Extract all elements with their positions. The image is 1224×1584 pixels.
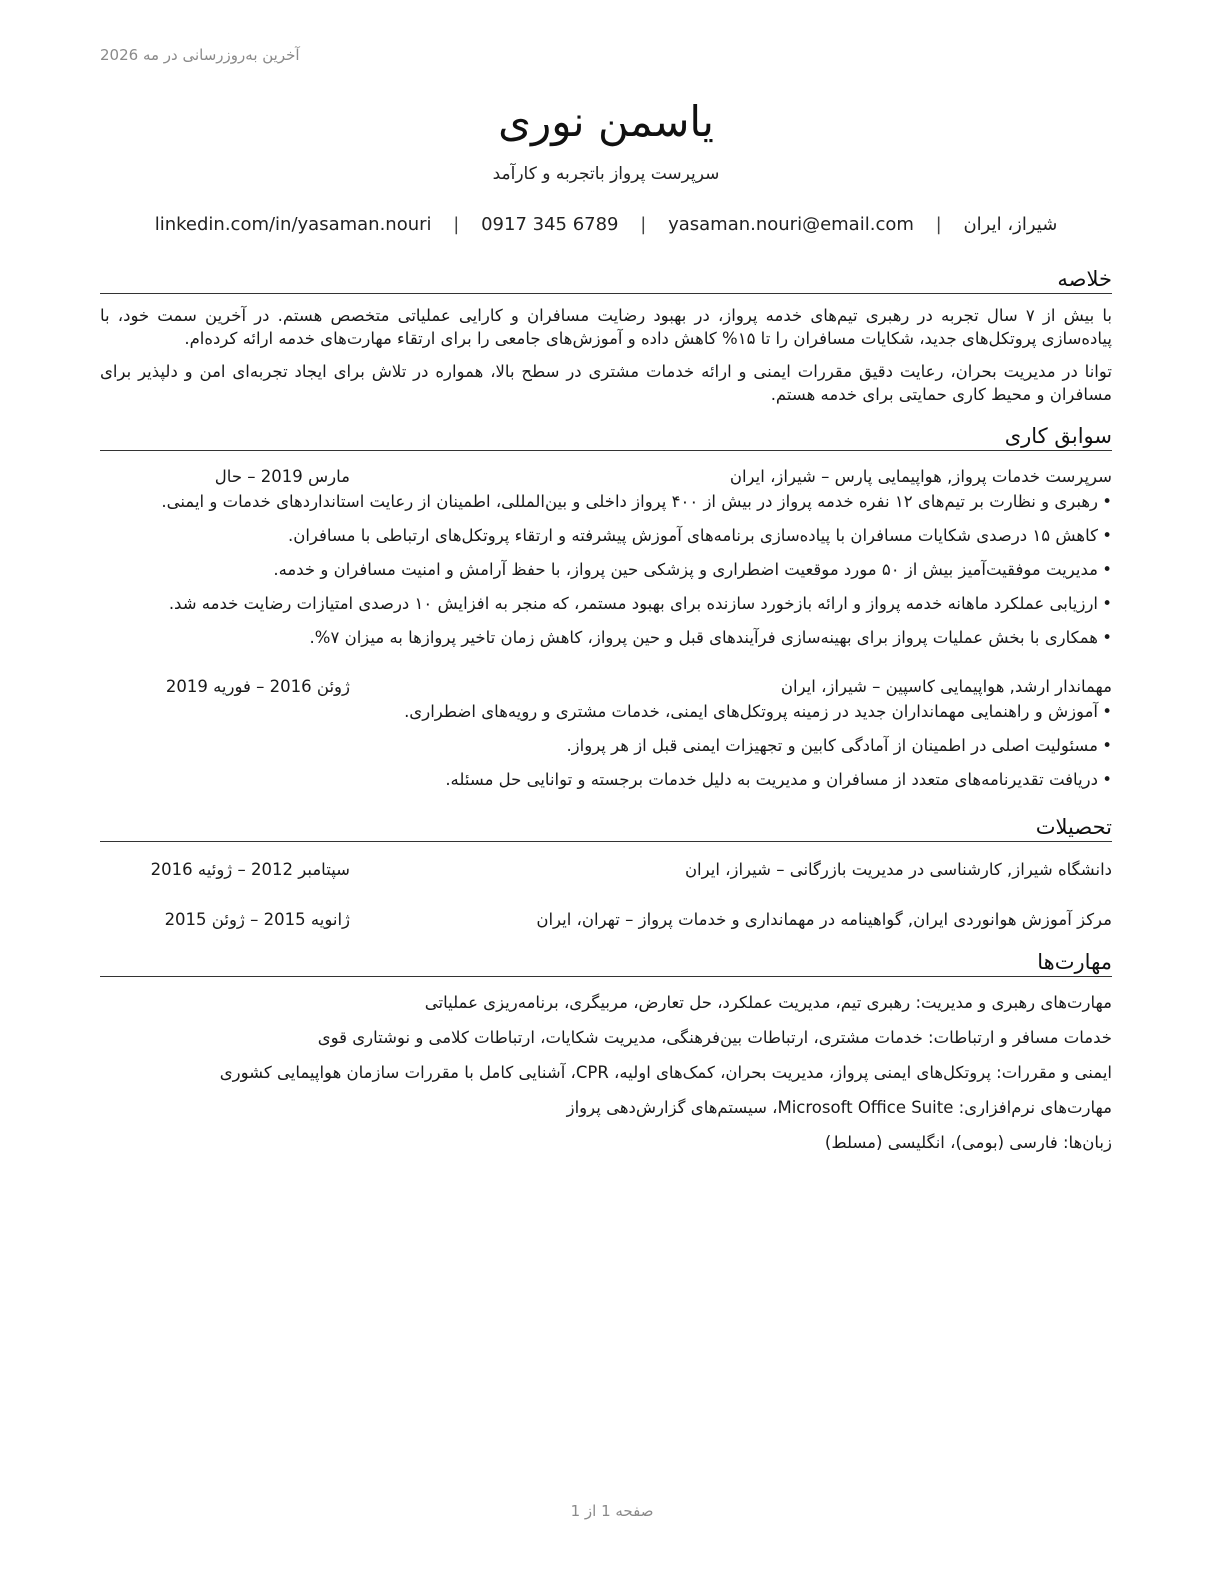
job-role-org: سرپرست خدمات پرواز, هواپیمایی پارس – شیراز، ایران	[729, 467, 1112, 486]
resume-body	[100, 92, 1112, 1166]
skill-line: زبان‌ها: فارسی (بومی)، انگلیسی (مسلط)	[824, 1133, 1112, 1152]
skills-heading: مهارت‌ها	[100, 948, 1112, 977]
job-header	[100, 465, 1112, 489]
job-dates: ژوئن 2016 – فوریه 2019	[165, 677, 350, 696]
job-bullets	[100, 700, 1112, 791]
job-bullet: • مسئولیت اصلی در اطمینان از آمادگی کابین و تجهیزات ایمنی قبل از هر پرواز.	[100, 734, 1112, 757]
education-entry	[100, 908, 1112, 932]
education-heading: تحصیلات	[100, 813, 1112, 842]
contact-email[interactable]: yasaman.nouri@email.com	[668, 214, 914, 235]
job-dates: مارس 2019 – حال	[214, 467, 350, 486]
summary-paragraph: توانا در مدیریت بحران، رعایت دقیق مقررات ایمنی و ارائه خدمات مشتری در سطح بالا، همواره در تلاش برای ایجاد تجربه‌ای امن و دلپذیر برای مسافران و محیط کاری حمایتی برای خدمه هستم.	[100, 362, 1112, 404]
contact-separator: |	[935, 214, 942, 235]
last-updated-note: آخرین به‌روزرسانی در مه 2026	[100, 46, 300, 64]
job-bullet: • دریافت تقدیرنامه‌های متعدد از مسافران و مدیریت به دلیل خدمات برجسته و توانایی حل مسئله.	[100, 768, 1112, 791]
contact-separator: |	[640, 214, 647, 235]
job-header	[100, 675, 1112, 699]
skill-line: خدمات مسافر و ارتباطات: خدمات مشتری، ارتباطات بین‌فرهنگی، مدیریت شکایات، ارتباطات کلامی و نوشتاری قوی	[317, 1028, 1112, 1047]
summary-heading: خلاصه	[100, 265, 1112, 294]
skill-line: مهارت‌های نرم‌افزاری: Microsoft Office Suite، سیستم‌های گزارش‌دهی پرواز	[566, 1098, 1112, 1117]
experience-heading: سوابق کاری	[100, 422, 1112, 451]
job-bullet: • کاهش ۱۵ درصدی شکایات مسافران با پیاده‌سازی برنامه‌های آموزش پیشرفته و ارتقاء پروتکل‌های ارتباطی با مسافران.	[100, 524, 1112, 547]
job-bullet: • همکاری با بخش عملیات پرواز برای بهینه‌سازی فرآیندهای قبل و حین پرواز، کاهش زمان تاخیر پروازها به میزان ۷%.	[100, 626, 1112, 649]
job-bullet: • آموزش و راهنمایی مهمانداران جدید در زمینه پروتکل‌های ایمنی، خدمات مشتری و رویه‌های اضطراری.	[100, 700, 1112, 723]
contact-line	[100, 214, 1112, 235]
education-institution: دانشگاه شیراز, کارشناسی در مدیریت بازرگانی – شیراز، ایران	[684, 860, 1112, 879]
contact-location: شیراز، ایران	[963, 214, 1058, 235]
education-entry	[100, 858, 1112, 882]
skill-line: مهارت‌های رهبری و مدیریت: رهبری تیم، مدیریت عملکرد، حل تعارض، مربیگری، برنامه‌ریزی عملیاتی	[424, 993, 1112, 1012]
education-dates: سپتامبر 2012 – ژوئیه 2016	[150, 860, 350, 879]
skill-line: ایمنی و مقررات: پروتکل‌های ایمنی پرواز، مدیریت بحران، کمک‌های اولیه، CPR، آشنایی کامل با مقررات سازمان هواپیمایی کشوری	[219, 1063, 1112, 1082]
skills-list	[100, 991, 1112, 1155]
contact-phone[interactable]: 0917 345 6789	[481, 214, 619, 235]
summary-paragraph: با بیش از ۷ سال تجربه در رهبری تیم‌های خدمه پرواز، در بهبود رضایت مسافران و کارایی عملیاتی متخصص هستم. در آخرین سمت خود، با پیاده‌سازی پروتکل‌های جدید، شکایات مسافران را تا ۱۵% کاهش داده و آموزش‌های جامعی را برای ارتقاء مهارت‌های خدمه ارائه کرده‌ام.	[100, 306, 1112, 348]
education-dates: ژانویه 2015 – ژوئن 2015	[164, 910, 350, 929]
candidate-name: یاسمن نوری	[498, 97, 714, 146]
job-bullets	[100, 490, 1112, 649]
job-entry	[100, 465, 1112, 649]
job-bullet: • مدیریت موفقیت‌آمیز بیش از ۵۰ مورد موقعیت اضطراری و پزشکی حین پرواز، با حفظ آرامش و امنیت مسافران و خدمه.	[100, 558, 1112, 581]
job-role-org: مهماندار ارشد, هواپیمایی کاسپین – شیراز، ایران	[780, 677, 1112, 696]
contact-linkedin[interactable]: linkedin.com/in/yasaman.nouri	[154, 214, 432, 235]
job-entry	[100, 675, 1112, 791]
education-institution: مرکز آموزش هوانوردی ایران, گواهینامه در مهمانداری و خدمات پرواز – تهران، ایران	[536, 910, 1112, 929]
page-indicator: صفحه 1 از 1	[570, 1502, 654, 1520]
job-bullet: • رهبری و نظارت بر تیم‌های ۱۲ نفره خدمه پرواز در بیش از ۴۰۰ پرواز داخلی و بین‌المللی، اطمینان از رعایت استانداردهای خدمات و ایمنی.	[100, 490, 1112, 513]
candidate-headline: سرپرست پرواز باتجربه و کارآمد	[492, 164, 720, 184]
contact-separator: |	[453, 214, 460, 235]
job-bullet: • ارزیابی عملکرد ماهانه خدمه پرواز و ارائه بازخورد سازنده برای بهبود مستمر، که منجر به افزایش ۱۰ درصدی امتیازات رضایت خدمه شد.	[100, 592, 1112, 615]
